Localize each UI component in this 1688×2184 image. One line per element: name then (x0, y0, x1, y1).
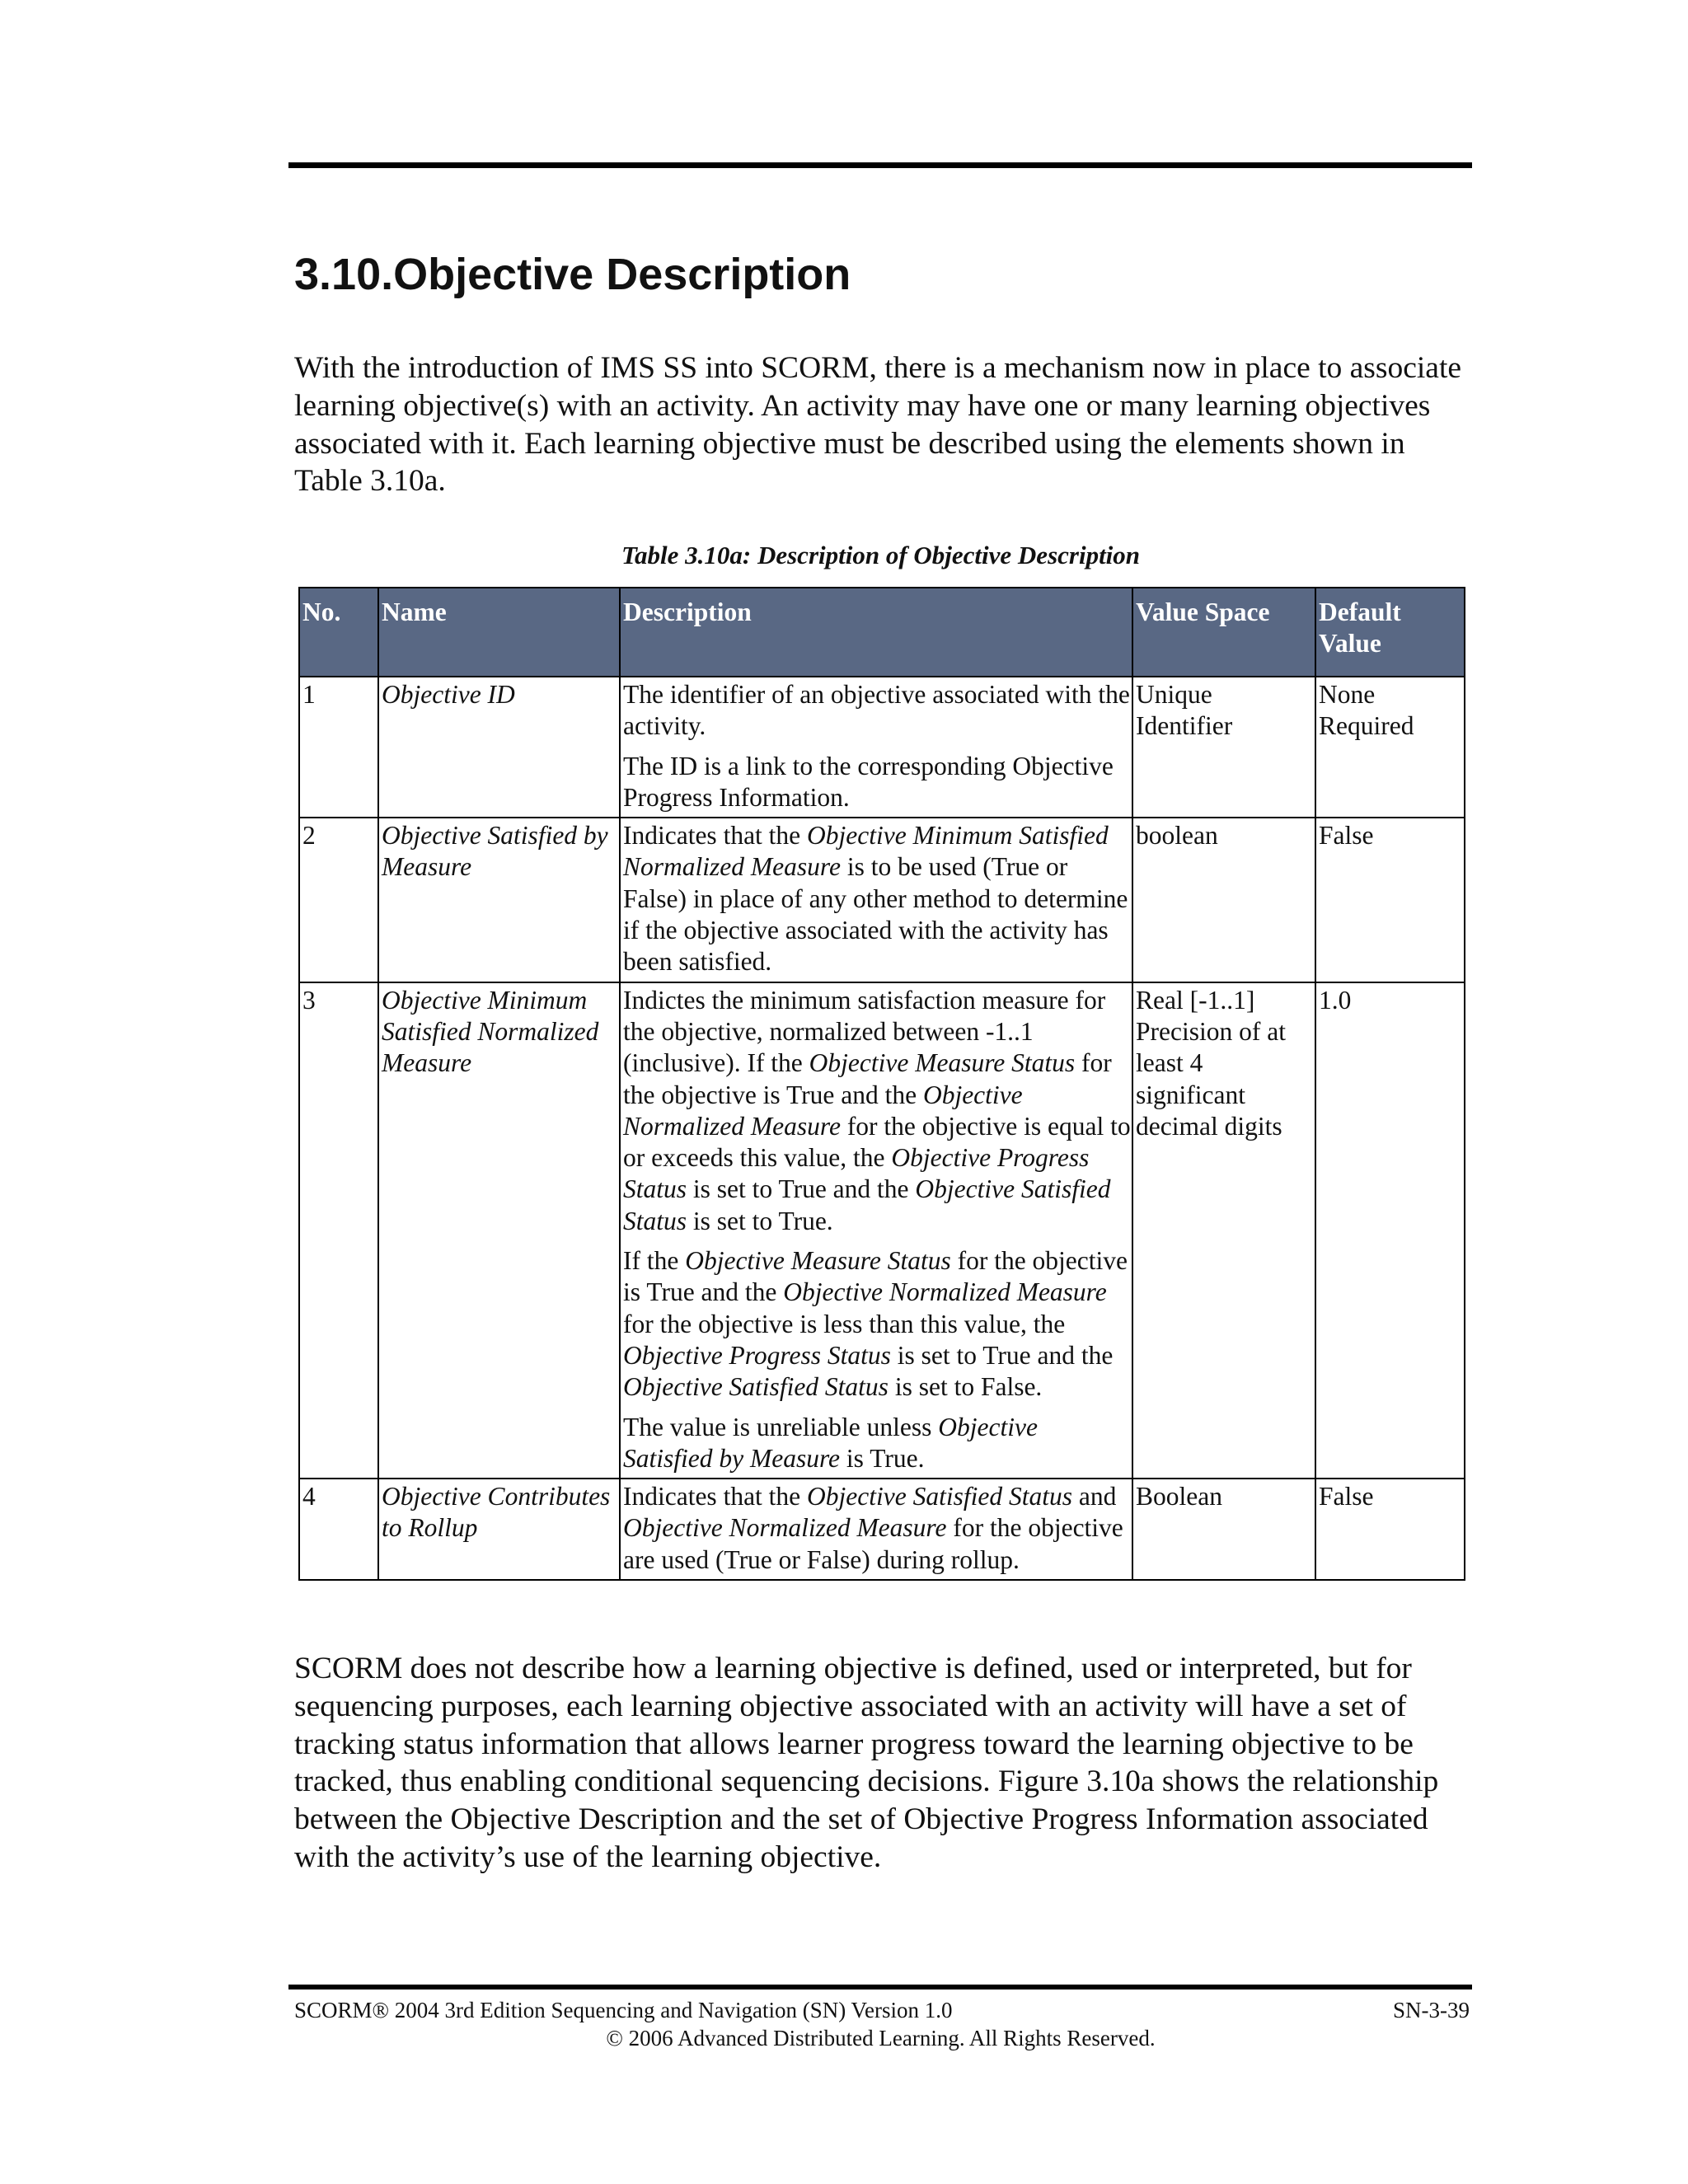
element-description (620, 677, 1132, 818)
footer-document-title: SCORM® 2004 3rd Edition Sequencing and Navigation (SN) Version 1.0 (294, 1998, 953, 2022)
default-value: 1.0 (1315, 982, 1465, 1479)
element-name: Objective Contributes to Rollup (378, 1479, 620, 1580)
description-paragraph: Indictes the minimum satisfaction measure for the objective, normalized between -1..1 (inclusive). If the Objective Measure Status for the objective is True and the Objective Normalized Measure for the objective is equal to or exceeds this value, the Objective Progress Status is set to True and the Objective Satisfied Status is set to True. (623, 985, 1131, 1235)
value-space: Boolean (1132, 1479, 1315, 1580)
description-paragraph: Indicates that the Objective Minimum Satisfied Normalized Measure is to be used (True or False) in place of any other method to determine if the objective associated with the activity has been satisfied. (623, 821, 1128, 977)
table-row (299, 677, 1465, 818)
element-name: Objective Minimum Satisfied Normalized Measure (378, 982, 620, 1479)
description-paragraph: Indicates that the Objective Satisfied Status and Objective Normalized Measure for the objective are used (True or False) during rollup. (623, 1482, 1123, 1574)
table-caption: Table 3.10a: Description of Objective Description (621, 541, 1141, 569)
value-space: Real [-1..1] Precision of at least 4 significant decimal digits (1132, 982, 1315, 1479)
closing-paragraph: SCORM does not describe how a learning objective is defined, used or interpreted, but for sequencing purposes, each learning objective associated with an activity will have a set of tracking status information that allows learner progress toward the learning objective to be tracked, thus enabling conditional sequencing decisions. Figure 3.10a shows the relationship between the Objective Description and the set of Objective Progress Information associated with the activity’s use of the learning objective. (294, 1652, 1439, 1874)
element-description (620, 818, 1132, 982)
description-paragraph: The ID is a link to the corresponding Objective Progress Information. (623, 751, 1114, 812)
default-value: False (1315, 818, 1465, 982)
row-number: 3 (299, 982, 378, 1479)
footer-page-number: SN-3-39 (1393, 1998, 1470, 2022)
row-number: 1 (299, 677, 378, 818)
header-rule (288, 162, 1472, 168)
element-description (620, 982, 1132, 1479)
table-row (299, 982, 1465, 1479)
value-space: Unique Identifier (1132, 677, 1315, 818)
value-space: boolean (1132, 818, 1315, 982)
element-name: Objective Satisfied by Measure (378, 818, 620, 982)
table-row (299, 818, 1465, 982)
footer-copyright: © 2006 Advanced Distributed Learning. All Rights Reserved. (606, 2026, 1156, 2050)
column-header-default-value: Default Value (1315, 588, 1465, 677)
default-value: False (1315, 1479, 1465, 1580)
description-paragraph: The value is unreliable unless Objective Satisfied by Measure is True. (623, 1412, 1038, 1473)
element-description (620, 1479, 1132, 1580)
table-row (299, 1479, 1465, 1580)
description-paragraph: If the Objective Measure Status for the objective is True and the Objective Normalized Measure for the objective is less than this value, the Objective Progress Status is set to True and the Objective Satisfied Status is set to False. (623, 1246, 1128, 1402)
column-header-description: Description (620, 588, 1132, 677)
column-header-name: Name (378, 588, 620, 677)
intro-paragraph: With the introduction of IMS SS into SCORM, there is a mechanism now in place to associate learning objective(s) with an activity. An activity may have one or many learning objectives associated with it. Each learning objective must be described using the elements shown in Table 3.10a. (294, 351, 1462, 499)
row-number: 2 (299, 818, 378, 982)
column-header-no: No. (299, 588, 378, 677)
row-number: 4 (299, 1479, 378, 1580)
objective-description-table (298, 587, 1465, 1581)
footer-rule (288, 1985, 1472, 1990)
column-header-value-space: Value Space (1132, 588, 1315, 677)
description-paragraph: The identifier of an objective associated with the activity. (623, 680, 1130, 741)
element-name: Objective ID (378, 677, 620, 818)
default-value: None Required (1315, 677, 1465, 818)
section-title: 3.10.Objective Description (294, 250, 851, 299)
table-header-row (299, 588, 1465, 677)
